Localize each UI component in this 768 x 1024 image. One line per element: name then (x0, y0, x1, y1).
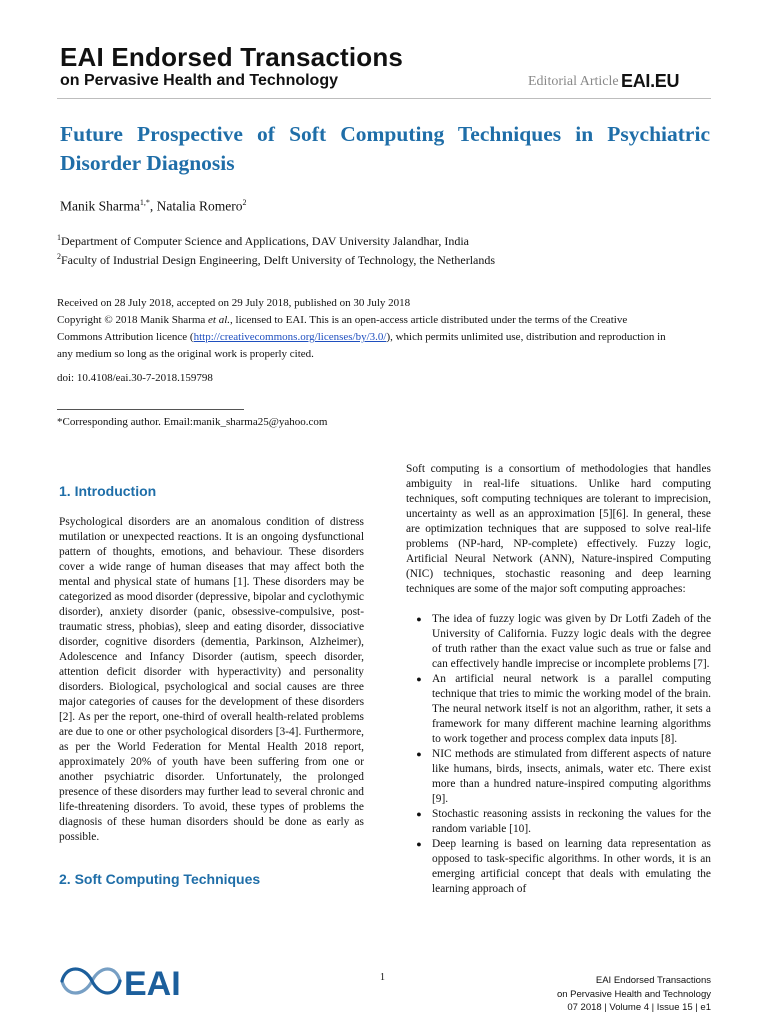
page-number: 1 (380, 972, 385, 983)
list-item-text: An artificial neural network is a parallel computing technique that tries to mimic the working model of the brain. The neural network itself is not an algorithm, rather, it sets a framework for many different machine learning algorithms to work together and process complex data inputs [8]. (432, 673, 711, 745)
doi[interactable]: doi: 10.4108/eai.30-7-2018.159798 (57, 372, 213, 384)
received-dates: Received on 28 July 2018, accepted on 29 July 2018, published on 30 July 2018 (57, 297, 411, 309)
author-2: Natalia Romero (156, 198, 243, 214)
list-item (406, 612, 711, 672)
eai-logo (56, 957, 186, 1008)
bullet-icon: ● (416, 614, 422, 624)
footer-line-1: EAI Endorsed Transactions (595, 975, 711, 986)
bullet-icon: ● (416, 674, 422, 684)
copyright-text-d: ), which permits unlimited use, distribution and reproduction in (386, 331, 666, 343)
affiliation-1-mark: 1 (57, 233, 61, 242)
footnote-divider (57, 409, 244, 410)
soft-computing-list (406, 612, 711, 897)
copyright-text-c: Commons Attribution licence ( (57, 331, 194, 343)
copyright-line-2 (57, 331, 666, 343)
journal-title: EAI Endorsed Transactions (60, 42, 404, 72)
article-type: Editorial Article (528, 74, 619, 89)
corresponding-author-footnote: *Corresponding author. Email:manik_sharma25@yahoo.com (57, 416, 328, 428)
list-item (406, 672, 711, 747)
author-1-affil-mark: 1, (139, 198, 146, 207)
affiliation-2 (57, 252, 495, 268)
header-divider (57, 98, 711, 99)
footer-journal-info (557, 974, 711, 1015)
list-item-text: Stochastic reasoning assists in reckoning the values for the random variable [10]. (432, 808, 711, 835)
copyright-etal: et al. (208, 314, 231, 326)
author-1: Manik Sharma (60, 198, 140, 214)
bullet-icon: ● (416, 749, 422, 759)
affiliation-1-text: Department of Computer Science and Applications, DAV University Jalandhar, India (61, 234, 469, 248)
article-title: Future Prospective of Soft Computing Techniques in Psychiatric Disorder Diagnosis (60, 122, 710, 175)
corresponding-mark: * (145, 198, 150, 207)
list-item (406, 747, 711, 807)
affiliation-1 (57, 233, 469, 249)
journal-subtitle: on Pervasive Health and Technology (60, 72, 338, 89)
left-column (59, 484, 364, 887)
affiliation-2-mark: 2 (57, 252, 61, 261)
eai-logo-icon (56, 957, 186, 1003)
author-separator: , (149, 198, 157, 214)
copyright-text-a: Copyright © 2018 Manik Sharma (57, 314, 209, 326)
affiliation-2-text: Faculty of Industrial Design Engineering, Delft University of Technology, the Netherlands (61, 253, 496, 267)
eai-logo-text: EAI (124, 965, 181, 1003)
section-1-heading: 1. Introduction (59, 483, 157, 499)
list-item-text: NIC methods are stimulated from different aspects of nature like humans, birds, insects, animals, water etc. There exist more than a hundred nature-inspired computing algorithms [9]. (432, 748, 711, 805)
footer-line-2: on Pervasive Health and Technology (556, 988, 711, 1000)
list-item-text: Deep learning is based on learning data representation as opposed to task-specific algorithms. In other words, it is an emerging artificial concept that deals with emulating the learning approach of (432, 838, 711, 895)
bullet-icon: ● (416, 839, 422, 849)
list-item (406, 807, 711, 837)
list-item (406, 837, 711, 897)
license-link[interactable]: http://creativecommons.org/licenses/by/3.0/ (193, 331, 387, 343)
authors (60, 198, 246, 215)
bullet-icon: ● (416, 809, 422, 819)
copyright-line-1 (57, 314, 627, 326)
section-1-paragraph: Psychological disorders are an anomalous condition of distress mutilation or unexpected reactions. It is an ongoing dysfunctional pattern of thoughts, emotions, and behaviour. These disorders cover a wide range of human diseases that may affect both the mental and physical state of humans [1]. These disorders may be categorized as mood disorder (depressive, bipolar and cyclothymic disorder), anxiety disorder (panic, obsessive-compulsive, post-traumatic stress, phobias), sleep and eating disorder, dissociative disorder, cognitive disorders (dementia, Parkinson, Alzheimer), Adolescence and Infancy Disorder (autism, speech disorder, attention deficit disorder with hyperactivity) and personality disorders. Biological, psychological and social causes are three major categories of causes for the development of these disorders [2]. As per the report, one-third of overall health-related problems are due to one or other psychological disorders [3-4]. Furthermore, as per the World Federation for Mental Health 2018 report, approximately 20% of youth have been suffering from one or another psychiatric disorder. Unfortunately, the prolonged presence of these disorders may further lead to several chronic and life-threatening disorders. To avoid, these types of problems the diagnosis of these human disorders should be done as early as possible. (59, 516, 364, 843)
footer-line-3: 07 2018 | Volume 4 | Issue 15 | e1 (567, 1002, 711, 1013)
list-item-text: The idea of fuzzy logic was given by Dr Lotfi Zadeh of the University of California. Fuzzy logic deals with the degree of truth rather than the exact value such as true or false and can effectively handle imprecise or incomplete problems [7]. (432, 613, 711, 670)
copyright-line-3: any medium so long as the original work is properly cited. (57, 348, 314, 360)
author-2-affil-mark: 2 (242, 198, 247, 207)
brand-eai-eu[interactable]: EAI.EU (621, 71, 680, 91)
copyright-text-b: , licensed to EAI. This is an open-access article distributed under the terms of the Creative (230, 314, 628, 326)
section-2-heading: 2. Soft Computing Techniques (59, 871, 261, 887)
soft-computing-intro: Soft computing is a consortium of methodologies that handles ambiguity in real-life situations. Unlike hard computing techniques, soft computing techniques are tolerant to imprecision, uncertainty as well as an approximation [5][6]. In general, these are optimization techniques that are supposed to solve real-life problems (NP-hard, NP-complete) effectively. Fuzzy logic, Artificial Neural Network (ANN), Nature-inspired Computing (NIC) techniques, stochastic reasoning and deep learning techniques are some of the major soft computing approaches: (406, 463, 711, 595)
right-column (406, 462, 711, 897)
